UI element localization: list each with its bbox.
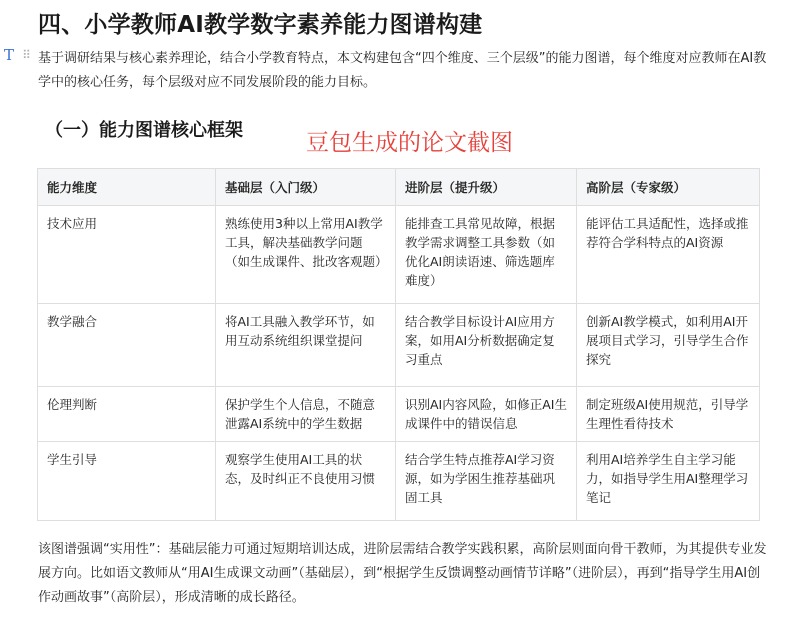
- table-row: [38, 442, 760, 521]
- table-row: [38, 387, 760, 442]
- table-cell: 利用AI培养学生自主学习能力，如指导学生用AI整理学习笔记: [577, 442, 760, 521]
- table-cell: 熟练使用3种以上常用AI教学工具，解决基础教学问题（如生成课件、批改客观题）: [216, 206, 396, 304]
- header-dimension: 能力维度: [38, 169, 216, 206]
- drag-handle-icon[interactable]: ⠿: [22, 48, 30, 62]
- table-cell-dimension: 技术应用: [38, 206, 216, 304]
- conclusion-paragraph: 该图谱强调“实用性”：基础层能力可通过短期培训达成，进阶层需结合教学实践积累，高阶层则面向骨干教师，为其提供专业发展方向。比如语文教师从“用AI生成课文动画”（基础层），到“根据学生反馈调整动画情节详略”（进阶层），再到“指导学生用AI创作动画故事”（高阶层），形成清晰的成长路径。: [38, 542, 767, 605]
- table-cell: 将AI工具融入教学环节，如用互动系统组织课堂提问: [216, 304, 396, 387]
- block-toolbar: [0, 46, 32, 64]
- table-cell: 保护学生个人信息，不随意泄露AI系统中的学生数据: [216, 387, 396, 442]
- section-heading: （一）能力图谱核心框架: [45, 120, 243, 141]
- header-basic-level: 基础层（入门级）: [216, 169, 396, 206]
- header-advanced-level: 进阶层（提升级）: [396, 169, 577, 206]
- watermark-caption: 豆包生成的论文截图: [306, 130, 513, 156]
- table-cell: 能排查工具常见故障，根据教学需求调整工具参数（如优化AI朗读语速、筛选题库难度）: [396, 206, 577, 304]
- capability-framework-table: [37, 168, 760, 521]
- header-expert-level: 高阶层（专家级）: [577, 169, 760, 206]
- page-heading: 四、小学教师AI教学数字素养能力图谱构建: [38, 12, 483, 38]
- table-cell-dimension: 学生引导: [38, 442, 216, 521]
- table-cell: 结合教学目标设计AI应用方案，如用AI分析数据确定复习重点: [396, 304, 577, 387]
- table-cell: 结合学生特点推荐AI学习资源，如为学困生推荐基础巩固工具: [396, 442, 577, 521]
- table-cell: 制定班级AI使用规范，引导学生理性看待技术: [577, 387, 760, 442]
- table-row: [38, 304, 760, 387]
- table-row: [38, 206, 760, 304]
- table-cell: 能评估工具适配性，选择或推荐符合学科特点的AI资源: [577, 206, 760, 304]
- text-block-icon[interactable]: T: [3, 46, 14, 64]
- table-cell: 创新AI教学模式，如利用AI开展项目式学习，引导学生合作探究: [577, 304, 760, 387]
- table-cell: 观察学生使用AI工具的状态，及时纠正不良使用习惯: [216, 442, 396, 521]
- intro-paragraph: 基于调研结果与核心素养理论，结合小学教育特点，本文构建包含“四个维度、三个层级”的能力图谱，每个维度对应教师在AI教学中的核心任务，每个层级对应不同发展阶段的能力目标。: [38, 51, 767, 90]
- table-header-row: [38, 169, 760, 206]
- table-cell: 识别AI内容风险，如修正AI生成课件中的错误信息: [396, 387, 577, 442]
- table-cell-dimension: 伦理判断: [38, 387, 216, 442]
- table-cell-dimension: 教学融合: [38, 304, 216, 387]
